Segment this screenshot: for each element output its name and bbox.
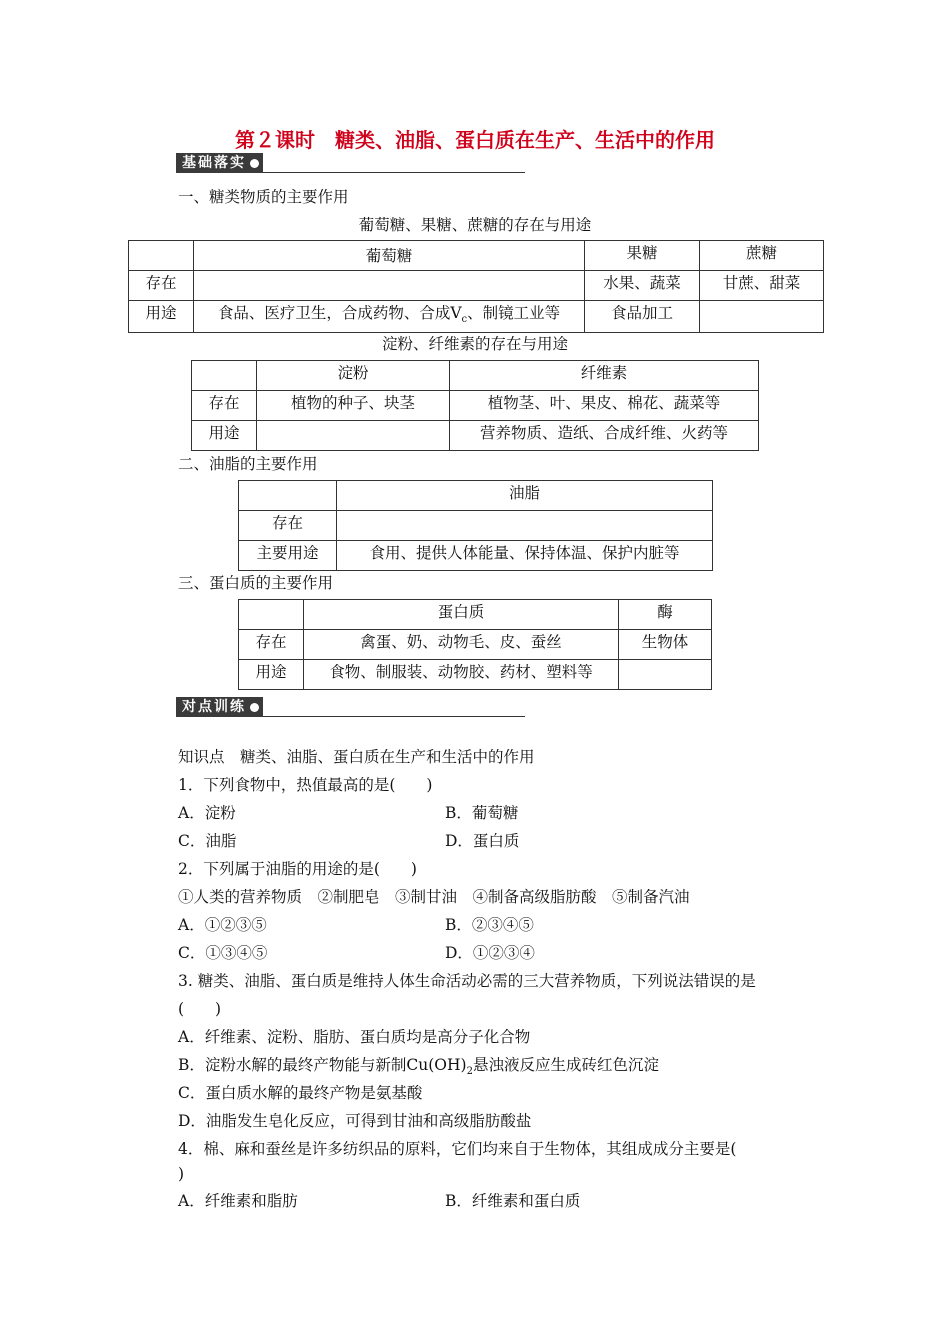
question-4-stem: 4．棉、麻和蚕丝是许多纺织品的原料，它们均来自于生物体，其组成成分主要是( bbox=[178, 1140, 737, 1158]
option-text: 悬浊液反应生成砖红色沉淀 bbox=[472, 1056, 659, 1074]
subscript: 2 bbox=[466, 1066, 473, 1078]
question-2-stem: 2．下列属于油脂的用途的是( ) bbox=[178, 860, 417, 878]
section-heading-proteins: 三、蛋白质的主要作用 bbox=[178, 574, 334, 592]
question-2-option-b: B．②③④⑤ bbox=[445, 916, 534, 934]
table-cell: 用途 bbox=[239, 660, 304, 690]
page-title: 第２课时 糖类、油脂、蛋白质在生产、生活中的作用 bbox=[235, 128, 715, 152]
table-cell: 植物的种子、块茎 bbox=[257, 391, 450, 421]
bullet-dot-icon bbox=[250, 159, 259, 168]
banner-rule bbox=[263, 172, 525, 173]
question-1-option-a: A．淀粉 bbox=[178, 804, 236, 822]
table-cell: 甘蔗、甜菜 bbox=[700, 271, 824, 301]
section-heading-sugars: 一、糖类物质的主要作用 bbox=[178, 188, 349, 206]
table-row bbox=[192, 361, 759, 391]
table-cell bbox=[192, 361, 257, 391]
cell-text: 食品、医疗卫生，合成药物、合成V bbox=[217, 304, 462, 322]
table-header: 酶 bbox=[619, 600, 712, 630]
table-row bbox=[129, 301, 824, 333]
banner-rule bbox=[263, 716, 525, 717]
table-row bbox=[129, 271, 824, 301]
table-cell: 存在 bbox=[239, 630, 304, 660]
banner-label: 基础落实 bbox=[182, 155, 246, 171]
question-3-option-b bbox=[178, 1053, 659, 1077]
table-cell: 食用、提供人体能量、保持体温、保护内脏等 bbox=[337, 541, 713, 571]
subscript: c bbox=[461, 314, 468, 326]
table-row bbox=[129, 241, 824, 271]
table-header: 纤维素 bbox=[450, 361, 759, 391]
question-1-stem: 1．下列食物中，热值最高的是( ) bbox=[178, 776, 433, 794]
table-cell bbox=[700, 301, 824, 333]
table-cell: 水果、蔬菜 bbox=[585, 271, 700, 301]
table-row bbox=[239, 511, 713, 541]
table-proteins bbox=[238, 599, 712, 690]
table-cell bbox=[337, 511, 713, 541]
table-cell: 存在 bbox=[192, 391, 257, 421]
table-header: 葡萄糖 bbox=[194, 241, 585, 271]
table-header: 油脂 bbox=[337, 481, 713, 511]
question-2-option-c: C．①③④⑤ bbox=[178, 944, 268, 962]
table-row bbox=[192, 421, 759, 451]
option-text: B．淀粉水解的最终产物能与新制Cu(OH) bbox=[178, 1056, 467, 1074]
table-starch-cellulose bbox=[191, 360, 759, 451]
table-cell-glucose-use bbox=[194, 301, 585, 333]
table-header: 蛋白质 bbox=[304, 600, 619, 630]
table-row bbox=[239, 630, 712, 660]
table-cell: 生物体 bbox=[619, 630, 712, 660]
table-row bbox=[239, 541, 713, 571]
table-row bbox=[239, 660, 712, 690]
table-header: 蔗糖 bbox=[700, 241, 824, 271]
section-banner-basics bbox=[176, 152, 525, 174]
table-cell: 食品加工 bbox=[585, 301, 700, 333]
table-row bbox=[239, 600, 712, 630]
table-caption-sugars: 葡萄糖、果糖、蔗糖的存在与用途 bbox=[358, 216, 592, 234]
table-cell: 主要用途 bbox=[239, 541, 337, 571]
question-1-option-d: D．蛋白质 bbox=[445, 832, 520, 850]
table-glucose-fructose-sucrose bbox=[128, 240, 824, 333]
table-cell bbox=[129, 241, 194, 271]
table-cell: 用途 bbox=[192, 421, 257, 451]
bullet-dot-icon bbox=[250, 703, 259, 712]
question-3-option-c: C．蛋白质水解的最终产物是氨基酸 bbox=[178, 1084, 423, 1102]
question-2-items: ①人类的营养物质 ②制肥皂 ③制甘油 ④制备高级脂肪酸 ⑤制备汽油 bbox=[178, 888, 690, 906]
question-3-option-d: D．油脂发生皂化反应，可得到甘油和高级脂肪酸盐 bbox=[178, 1112, 532, 1130]
table-fats bbox=[238, 480, 713, 571]
table-cell: 禽蛋、奶、动物毛、皮、蚕丝 bbox=[304, 630, 619, 660]
table-cell bbox=[257, 421, 450, 451]
table-cell bbox=[194, 271, 585, 301]
table-cell: 用途 bbox=[129, 301, 194, 333]
section-heading-fats: 二、油脂的主要作用 bbox=[178, 455, 318, 473]
table-cell bbox=[619, 660, 712, 690]
table-header: 淀粉 bbox=[257, 361, 450, 391]
table-row bbox=[192, 391, 759, 421]
banner-label: 对点训练 bbox=[182, 699, 246, 715]
question-3-stem: 3. 糖类、油脂、蛋白质是维持人体生命活动必需的三大营养物质，下列说法错误的是 bbox=[178, 972, 756, 990]
question-4-option-a: A．纤维素和脂肪 bbox=[178, 1192, 298, 1210]
question-4-stem-paren: ) bbox=[178, 1165, 185, 1183]
table-cell bbox=[239, 481, 337, 511]
practice-topic: 知识点 糖类、油脂、蛋白质在生产和生活中的作用 bbox=[178, 748, 535, 766]
question-3-option-a: A．纤维素、淀粉、脂肪、蛋白质均是高分子化合物 bbox=[178, 1028, 531, 1046]
table-cell: 存在 bbox=[129, 271, 194, 301]
cell-text: 、制镜工业等 bbox=[467, 304, 561, 322]
table-cell bbox=[239, 600, 304, 630]
question-3-stem-paren: ( ) bbox=[178, 1000, 222, 1018]
table-cell: 食物、制服装、动物胶、药材、塑料等 bbox=[304, 660, 619, 690]
question-1-option-b: B．葡萄糖 bbox=[445, 804, 519, 822]
table-cell: 植物茎、叶、果皮、棉花、蔬菜等 bbox=[450, 391, 759, 421]
question-1-option-c: C．油脂 bbox=[178, 832, 237, 850]
question-4-option-b: B．纤维素和蛋白质 bbox=[445, 1192, 581, 1210]
table-row bbox=[239, 481, 713, 511]
table-caption-starch: 淀粉、纤维素的存在与用途 bbox=[381, 335, 568, 353]
table-cell: 存在 bbox=[239, 511, 337, 541]
table-header: 果糖 bbox=[585, 241, 700, 271]
question-2-option-a: A．①②③⑤ bbox=[178, 916, 267, 934]
section-banner-practice bbox=[176, 696, 525, 718]
question-2-option-d: D．①②③④ bbox=[445, 944, 535, 962]
table-cell: 营养物质、造纸、合成纤维、火药等 bbox=[450, 421, 759, 451]
